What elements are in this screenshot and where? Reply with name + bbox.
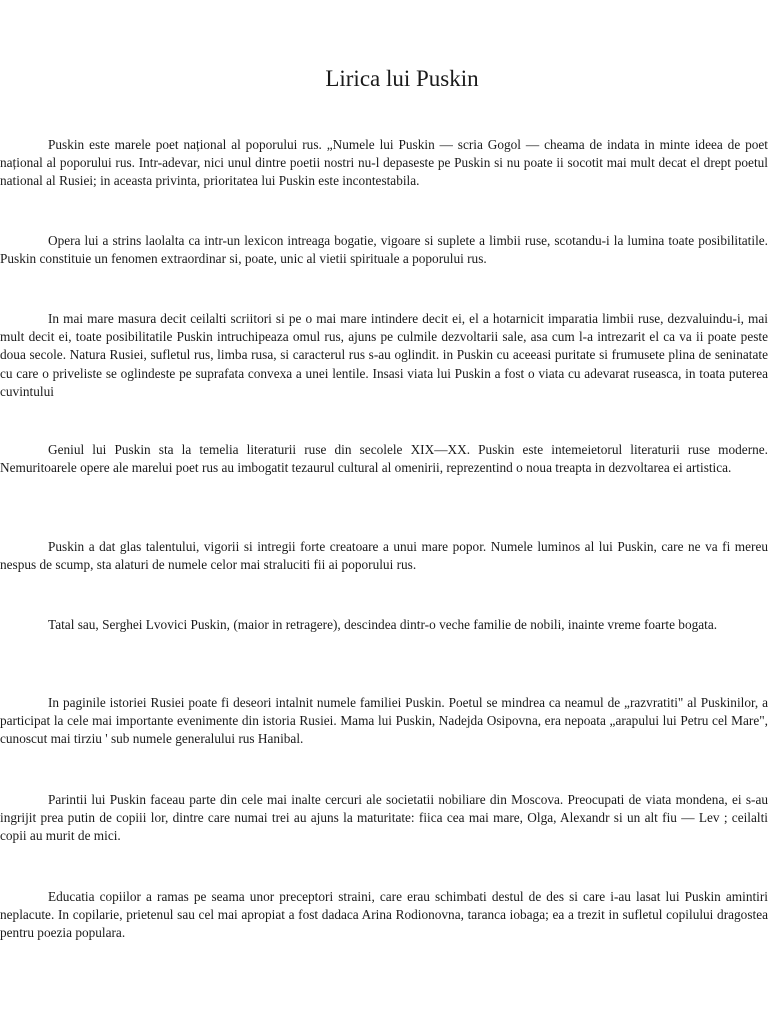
paragraph-2: Opera lui a strins laolalta ca intr-un lexicon intreaga bogatie, vigoare si suplete a limbii ruse, scotandu-i la lumina toate posibilitatile. Puskin constituie un fenomen extraordinar si, poate, unic al vietii spirituale a poporului rus.: [0, 233, 768, 267]
paragraph-1: Puskin este marele poet național al poporului rus. „Numele lui Puskin — scria Gogol — cheama de indata in minte ideea de poet național al poporului rus. Intr-adevar, nici unul dintre poetii nostri nu-l depaseste pe Puskin si nu poate ii socotit mai mult decat el drept poetul national al Rusiei; in aceasta privinta, prioritatea lui Puskin este incontestabila.: [0, 137, 768, 189]
paragraph-4: Geniul lui Puskin sta la temelia literaturii ruse din secolele XIX—XX. Puskin este intemeietorul literaturii ruse moderne. Nemuritoarele opere ale marelui poet rus au imbogatit tezaurul cultural al omenirii, reprezentind o noua treapta in dezvoltarea ei artistica.: [0, 442, 768, 476]
paragraph-3: In mai mare masura decit ceilalti scriitori si pe o mai mare intindere decit ei, el a hotarnicit imparatia limbii ruse, dezvaluindu-i, mai mult decit ei, toate posibilitatile Puskin intruchipeaza omul rus, ajuns pe culmile dezvoltarii sale, asa cum l-a intrezarit el ca va ii poate peste doua secole. Natura Rusiei, sufletul rus, limba rusa, si caracterul rus s-au oglindit. in Puskin cu aceeasi puritate si frumusete plina de seninatate cu care o priveliste se oglindeste pe suprafata convexa a unei lentile. Insasi viata lui Puskin a fost o viata cu adevarat ruseasca, in toata puterea cuvintului: [0, 311, 768, 399]
paragraph-7: In paginile istoriei Rusiei poate fi deseori intalnit numele familiei Puskin. Poetul se mindrea ca neamul de „razvratiti" al Puskinilor, a participat la cele mai importante evenimente din istoria Rusiei. Mama lui Puskin, Nadejda Osipovna, era nepoata „arapului lui Petru cel Mare", cunoscut mai tirziu ' sub numele generalului rus Hanibal.: [0, 695, 768, 747]
paragraph-8: Parintii lui Puskin faceau parte din cele mai inalte cercuri ale societatii nobiliare din Moscova. Preocupati de viata mondena, ei s-au ingrijit prea putin de copiii lor, dintre care numai trei au ajuns la maturitate: fiica cea mai mare, Olga, Alexandr si un alt fiu — Lev ; ceilalti copii au murit de mici.: [0, 792, 768, 844]
document-title: Lirica lui Puskin: [325, 66, 479, 91]
paragraph-6: Tatal sau, Serghei Lvovici Puskin, (maior in retragere), descindea dintr-o veche familie de nobili, inainte vreme foarte bogata.: [48, 617, 718, 632]
paragraph-5: Puskin a dat glas talentului, vigorii si intregii forte creatoare a unui mare popor. Numele luminos al lui Puskin, care ne va fi mereu nespus de scump, sta alaturi de numele celor mai straluciti fii ai poporului rus.: [0, 539, 768, 573]
paragraph-9: Educatia copiilor a ramas pe seama unor preceptori straini, care erau schimbati destul de des si care i-au lasat lui Puskin amintiri neplacute. In copilarie, prietenul sau cel mai apropiat a fost dadaca Arina Rodionovna, taranca iobaga; ea a trezit in sufletul copilului dragostea pentru poezia populara.: [0, 889, 768, 941]
